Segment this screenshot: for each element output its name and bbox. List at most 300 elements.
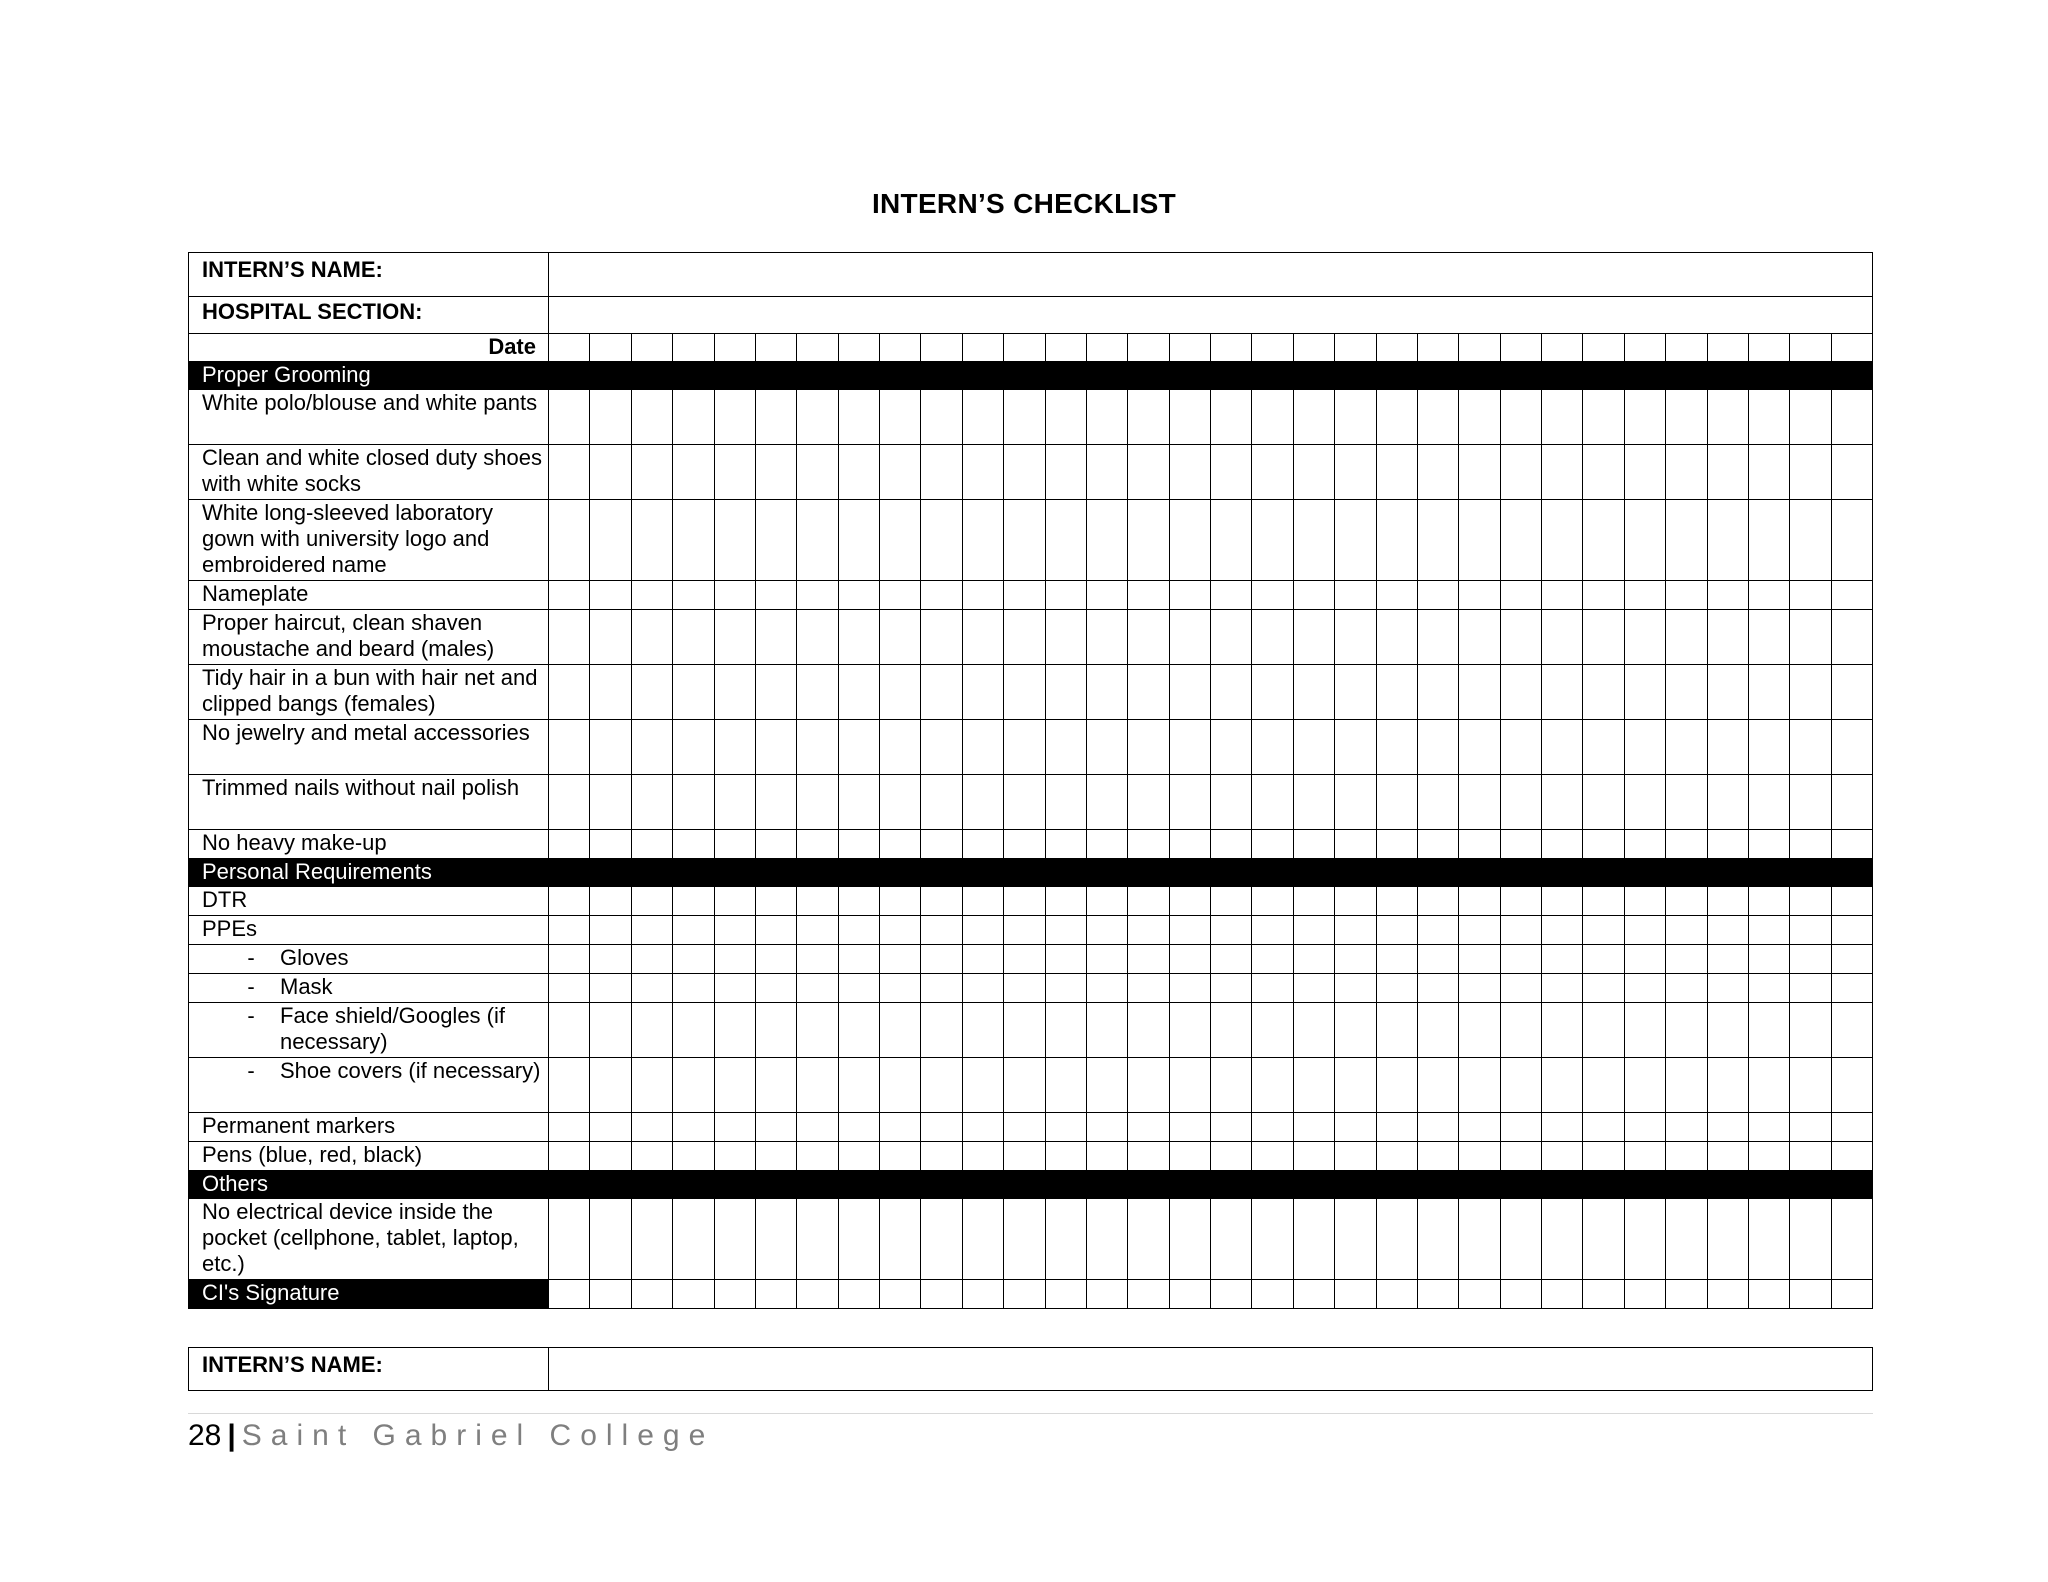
check-cell[interactable]: [1666, 665, 1707, 720]
signature-cell[interactable]: [673, 1280, 714, 1309]
check-cell[interactable]: [1459, 610, 1500, 665]
check-cell[interactable]: [1376, 1003, 1417, 1058]
check-cell[interactable]: [1459, 1199, 1500, 1280]
check-cell[interactable]: [797, 390, 838, 445]
check-cell[interactable]: [1500, 445, 1541, 500]
check-cell[interactable]: [797, 610, 838, 665]
check-cell[interactable]: [880, 1003, 921, 1058]
check-cell[interactable]: [838, 720, 879, 775]
check-cell[interactable]: [1169, 887, 1210, 916]
check-cell[interactable]: [714, 500, 755, 581]
check-cell[interactable]: [1169, 775, 1210, 830]
date-cell[interactable]: [1376, 334, 1417, 362]
check-cell[interactable]: [880, 720, 921, 775]
check-cell[interactable]: [673, 1113, 714, 1142]
check-cell[interactable]: [1293, 610, 1334, 665]
signature-cell[interactable]: [1831, 1280, 1872, 1309]
check-cell[interactable]: [755, 1058, 796, 1113]
check-cell[interactable]: [714, 1058, 755, 1113]
check-cell[interactable]: [631, 610, 672, 665]
check-cell[interactable]: [1169, 974, 1210, 1003]
date-cell[interactable]: [549, 334, 590, 362]
check-cell[interactable]: [880, 1058, 921, 1113]
check-cell[interactable]: [1417, 974, 1458, 1003]
check-cell[interactable]: [673, 581, 714, 610]
signature-cell[interactable]: [1335, 1280, 1376, 1309]
check-cell[interactable]: [797, 500, 838, 581]
check-cell[interactable]: [1169, 945, 1210, 974]
check-cell[interactable]: [1128, 916, 1169, 945]
date-cell[interactable]: [1211, 334, 1252, 362]
check-cell[interactable]: [1376, 445, 1417, 500]
check-cell[interactable]: [1376, 610, 1417, 665]
check-cell[interactable]: [1831, 1113, 1872, 1142]
check-cell[interactable]: [880, 945, 921, 974]
check-cell[interactable]: [1831, 445, 1872, 500]
check-cell[interactable]: [1748, 1058, 1789, 1113]
check-cell[interactable]: [1004, 945, 1045, 974]
check-cell[interactable]: [631, 390, 672, 445]
check-cell[interactable]: [1252, 720, 1293, 775]
check-cell[interactable]: [590, 1058, 631, 1113]
check-cell[interactable]: [1500, 1003, 1541, 1058]
check-cell[interactable]: [1666, 1199, 1707, 1280]
signature-cell[interactable]: [962, 1280, 1003, 1309]
check-cell[interactable]: [1707, 1003, 1748, 1058]
check-cell[interactable]: [1417, 1113, 1458, 1142]
check-cell[interactable]: [673, 445, 714, 500]
check-cell[interactable]: [631, 775, 672, 830]
check-cell[interactable]: [1583, 1058, 1624, 1113]
check-cell[interactable]: [1293, 1003, 1334, 1058]
check-cell[interactable]: [755, 775, 796, 830]
check-cell[interactable]: [962, 1058, 1003, 1113]
check-cell[interactable]: [1624, 500, 1665, 581]
check-cell[interactable]: [1831, 390, 1872, 445]
check-cell[interactable]: [838, 665, 879, 720]
signature-cell[interactable]: [921, 1280, 962, 1309]
signature-cell[interactable]: [1293, 1280, 1334, 1309]
check-cell[interactable]: [1335, 830, 1376, 859]
check-cell[interactable]: [838, 610, 879, 665]
check-cell[interactable]: [1831, 500, 1872, 581]
check-cell[interactable]: [1500, 1142, 1541, 1171]
check-cell[interactable]: [549, 720, 590, 775]
check-cell[interactable]: [921, 665, 962, 720]
check-cell[interactable]: [1583, 830, 1624, 859]
check-cell[interactable]: [1624, 1199, 1665, 1280]
check-cell[interactable]: [755, 1113, 796, 1142]
check-cell[interactable]: [1045, 500, 1086, 581]
check-cell[interactable]: [1790, 974, 1831, 1003]
check-cell[interactable]: [549, 1199, 590, 1280]
check-cell[interactable]: [921, 610, 962, 665]
check-cell[interactable]: [590, 1142, 631, 1171]
check-cell[interactable]: [797, 916, 838, 945]
check-cell[interactable]: [1583, 1003, 1624, 1058]
check-cell[interactable]: [1583, 581, 1624, 610]
check-cell[interactable]: [1624, 610, 1665, 665]
date-cell[interactable]: [797, 334, 838, 362]
check-cell[interactable]: [1748, 1113, 1789, 1142]
check-cell[interactable]: [755, 390, 796, 445]
check-cell[interactable]: [1459, 581, 1500, 610]
check-cell[interactable]: [797, 445, 838, 500]
check-cell[interactable]: [838, 916, 879, 945]
check-cell[interactable]: [1293, 665, 1334, 720]
check-cell[interactable]: [1376, 720, 1417, 775]
check-cell[interactable]: [1376, 1058, 1417, 1113]
check-cell[interactable]: [1293, 581, 1334, 610]
check-cell[interactable]: [1376, 1199, 1417, 1280]
check-cell[interactable]: [1500, 916, 1541, 945]
check-cell[interactable]: [1045, 1113, 1086, 1142]
check-cell[interactable]: [714, 665, 755, 720]
check-cell[interactable]: [797, 1199, 838, 1280]
check-cell[interactable]: [1252, 887, 1293, 916]
date-cell[interactable]: [631, 334, 672, 362]
check-cell[interactable]: [1459, 887, 1500, 916]
check-cell[interactable]: [1004, 1003, 1045, 1058]
check-cell[interactable]: [1500, 390, 1541, 445]
check-cell[interactable]: [1293, 1113, 1334, 1142]
date-cell[interactable]: [1707, 334, 1748, 362]
check-cell[interactable]: [1748, 390, 1789, 445]
check-cell[interactable]: [1790, 581, 1831, 610]
check-cell[interactable]: [755, 610, 796, 665]
signature-cell[interactable]: [1004, 1280, 1045, 1309]
check-cell[interactable]: [1666, 945, 1707, 974]
check-cell[interactable]: [880, 887, 921, 916]
check-cell[interactable]: [1542, 581, 1583, 610]
footer-intern-name-field[interactable]: [549, 1348, 1873, 1391]
check-cell[interactable]: [631, 445, 672, 500]
check-cell[interactable]: [1624, 720, 1665, 775]
check-cell[interactable]: [838, 445, 879, 500]
check-cell[interactable]: [1004, 1113, 1045, 1142]
check-cell[interactable]: [1459, 1058, 1500, 1113]
signature-cell[interactable]: [1417, 1280, 1458, 1309]
check-cell[interactable]: [1831, 1199, 1872, 1280]
check-cell[interactable]: [714, 1113, 755, 1142]
check-cell[interactable]: [631, 500, 672, 581]
check-cell[interactable]: [1583, 916, 1624, 945]
check-cell[interactable]: [838, 974, 879, 1003]
check-cell[interactable]: [880, 830, 921, 859]
check-cell[interactable]: [1500, 1058, 1541, 1113]
check-cell[interactable]: [880, 500, 921, 581]
check-cell[interactable]: [549, 945, 590, 974]
date-cell[interactable]: [1169, 334, 1210, 362]
check-cell[interactable]: [1500, 1199, 1541, 1280]
check-cell[interactable]: [1004, 390, 1045, 445]
check-cell[interactable]: [1831, 974, 1872, 1003]
check-cell[interactable]: [1790, 775, 1831, 830]
check-cell[interactable]: [1707, 720, 1748, 775]
check-cell[interactable]: [714, 610, 755, 665]
check-cell[interactable]: [1417, 916, 1458, 945]
check-cell[interactable]: [1417, 830, 1458, 859]
date-cell[interactable]: [1831, 334, 1872, 362]
check-cell[interactable]: [1459, 1003, 1500, 1058]
check-cell[interactable]: [1500, 610, 1541, 665]
check-cell[interactable]: [1707, 1058, 1748, 1113]
check-cell[interactable]: [1252, 665, 1293, 720]
check-cell[interactable]: [1417, 665, 1458, 720]
check-cell[interactable]: [549, 1142, 590, 1171]
check-cell[interactable]: [1211, 581, 1252, 610]
check-cell[interactable]: [880, 916, 921, 945]
check-cell[interactable]: [1128, 1003, 1169, 1058]
check-cell[interactable]: [1211, 1058, 1252, 1113]
check-cell[interactable]: [1790, 1199, 1831, 1280]
check-cell[interactable]: [755, 581, 796, 610]
check-cell[interactable]: [1169, 665, 1210, 720]
check-cell[interactable]: [1169, 720, 1210, 775]
check-cell[interactable]: [921, 1199, 962, 1280]
check-cell[interactable]: [1004, 500, 1045, 581]
check-cell[interactable]: [797, 887, 838, 916]
check-cell[interactable]: [1790, 390, 1831, 445]
check-cell[interactable]: [1417, 500, 1458, 581]
check-cell[interactable]: [1293, 445, 1334, 500]
check-cell[interactable]: [1707, 1142, 1748, 1171]
check-cell[interactable]: [1583, 974, 1624, 1003]
check-cell[interactable]: [1045, 1003, 1086, 1058]
check-cell[interactable]: [1376, 500, 1417, 581]
check-cell[interactable]: [1086, 830, 1127, 859]
check-cell[interactable]: [1707, 665, 1748, 720]
check-cell[interactable]: [880, 1142, 921, 1171]
check-cell[interactable]: [1459, 945, 1500, 974]
check-cell[interactable]: [1542, 974, 1583, 1003]
check-cell[interactable]: [1045, 945, 1086, 974]
check-cell[interactable]: [1748, 974, 1789, 1003]
check-cell[interactable]: [1335, 610, 1376, 665]
check-cell[interactable]: [1045, 665, 1086, 720]
date-cell[interactable]: [1004, 334, 1045, 362]
check-cell[interactable]: [714, 445, 755, 500]
check-cell[interactable]: [1459, 445, 1500, 500]
check-cell[interactable]: [1459, 830, 1500, 859]
check-cell[interactable]: [962, 1113, 1003, 1142]
check-cell[interactable]: [797, 974, 838, 1003]
check-cell[interactable]: [1211, 610, 1252, 665]
check-cell[interactable]: [1252, 974, 1293, 1003]
signature-cell[interactable]: [549, 1280, 590, 1309]
date-cell[interactable]: [1748, 334, 1789, 362]
check-cell[interactable]: [962, 610, 1003, 665]
signature-cell[interactable]: [1624, 1280, 1665, 1309]
signature-cell[interactable]: [755, 1280, 796, 1309]
date-cell[interactable]: [962, 334, 1003, 362]
check-cell[interactable]: [1252, 1113, 1293, 1142]
check-cell[interactable]: [1500, 887, 1541, 916]
check-cell[interactable]: [962, 887, 1003, 916]
check-cell[interactable]: [1666, 610, 1707, 665]
check-cell[interactable]: [1376, 390, 1417, 445]
check-cell[interactable]: [1831, 945, 1872, 974]
check-cell[interactable]: [1252, 830, 1293, 859]
check-cell[interactable]: [590, 1113, 631, 1142]
check-cell[interactable]: [1459, 390, 1500, 445]
check-cell[interactable]: [921, 390, 962, 445]
check-cell[interactable]: [1790, 665, 1831, 720]
signature-cell[interactable]: [838, 1280, 879, 1309]
check-cell[interactable]: [880, 610, 921, 665]
check-cell[interactable]: [1583, 665, 1624, 720]
check-cell[interactable]: [797, 665, 838, 720]
check-cell[interactable]: [590, 390, 631, 445]
check-cell[interactable]: [714, 1199, 755, 1280]
check-cell[interactable]: [1128, 665, 1169, 720]
check-cell[interactable]: [921, 1142, 962, 1171]
check-cell[interactable]: [1128, 775, 1169, 830]
check-cell[interactable]: [673, 830, 714, 859]
check-cell[interactable]: [549, 1058, 590, 1113]
check-cell[interactable]: [1748, 830, 1789, 859]
date-cell[interactable]: [1459, 334, 1500, 362]
check-cell[interactable]: [1500, 1113, 1541, 1142]
date-cell[interactable]: [1335, 334, 1376, 362]
check-cell[interactable]: [1624, 445, 1665, 500]
check-cell[interactable]: [1624, 1142, 1665, 1171]
check-cell[interactable]: [673, 1142, 714, 1171]
check-cell[interactable]: [1045, 916, 1086, 945]
check-cell[interactable]: [1293, 775, 1334, 830]
check-cell[interactable]: [797, 1003, 838, 1058]
check-cell[interactable]: [755, 974, 796, 1003]
check-cell[interactable]: [1211, 887, 1252, 916]
check-cell[interactable]: [1748, 610, 1789, 665]
check-cell[interactable]: [755, 665, 796, 720]
check-cell[interactable]: [549, 1113, 590, 1142]
check-cell[interactable]: [921, 500, 962, 581]
check-cell[interactable]: [1624, 945, 1665, 974]
check-cell[interactable]: [1086, 500, 1127, 581]
check-cell[interactable]: [1376, 916, 1417, 945]
check-cell[interactable]: [1790, 1058, 1831, 1113]
check-cell[interactable]: [590, 665, 631, 720]
check-cell[interactable]: [755, 720, 796, 775]
check-cell[interactable]: [1086, 1142, 1127, 1171]
check-cell[interactable]: [1583, 610, 1624, 665]
check-cell[interactable]: [1831, 1003, 1872, 1058]
check-cell[interactable]: [1666, 1003, 1707, 1058]
check-cell[interactable]: [714, 581, 755, 610]
check-cell[interactable]: [1376, 665, 1417, 720]
check-cell[interactable]: [1417, 1142, 1458, 1171]
check-cell[interactable]: [755, 500, 796, 581]
check-cell[interactable]: [1211, 945, 1252, 974]
check-cell[interactable]: [1086, 581, 1127, 610]
check-cell[interactable]: [797, 720, 838, 775]
check-cell[interactable]: [1128, 974, 1169, 1003]
check-cell[interactable]: [1128, 1058, 1169, 1113]
check-cell[interactable]: [1335, 1142, 1376, 1171]
check-cell[interactable]: [1086, 665, 1127, 720]
check-cell[interactable]: [673, 720, 714, 775]
check-cell[interactable]: [1086, 610, 1127, 665]
check-cell[interactable]: [1417, 775, 1458, 830]
date-cell[interactable]: [1293, 334, 1334, 362]
date-cell[interactable]: [590, 334, 631, 362]
check-cell[interactable]: [673, 916, 714, 945]
check-cell[interactable]: [838, 1003, 879, 1058]
check-cell[interactable]: [549, 916, 590, 945]
check-cell[interactable]: [1252, 1142, 1293, 1171]
check-cell[interactable]: [1128, 720, 1169, 775]
check-cell[interactable]: [1252, 390, 1293, 445]
check-cell[interactable]: [590, 610, 631, 665]
check-cell[interactable]: [797, 581, 838, 610]
check-cell[interactable]: [1128, 1113, 1169, 1142]
check-cell[interactable]: [1666, 1058, 1707, 1113]
check-cell[interactable]: [1542, 887, 1583, 916]
check-cell[interactable]: [1459, 1113, 1500, 1142]
check-cell[interactable]: [1459, 720, 1500, 775]
check-cell[interactable]: [1376, 945, 1417, 974]
date-cell[interactable]: [1128, 334, 1169, 362]
check-cell[interactable]: [1500, 830, 1541, 859]
check-cell[interactable]: [1666, 775, 1707, 830]
check-cell[interactable]: [549, 887, 590, 916]
check-cell[interactable]: [1086, 887, 1127, 916]
check-cell[interactable]: [1624, 830, 1665, 859]
check-cell[interactable]: [1583, 1113, 1624, 1142]
check-cell[interactable]: [714, 974, 755, 1003]
check-cell[interactable]: [1748, 1142, 1789, 1171]
signature-cell[interactable]: [590, 1280, 631, 1309]
check-cell[interactable]: [1790, 720, 1831, 775]
date-cell[interactable]: [921, 334, 962, 362]
check-cell[interactable]: [1666, 445, 1707, 500]
check-cell[interactable]: [590, 581, 631, 610]
check-cell[interactable]: [1500, 665, 1541, 720]
check-cell[interactable]: [1748, 1003, 1789, 1058]
check-cell[interactable]: [1542, 610, 1583, 665]
check-cell[interactable]: [1542, 390, 1583, 445]
check-cell[interactable]: [880, 775, 921, 830]
check-cell[interactable]: [1335, 665, 1376, 720]
check-cell[interactable]: [921, 945, 962, 974]
check-cell[interactable]: [1335, 887, 1376, 916]
check-cell[interactable]: [1335, 720, 1376, 775]
date-cell[interactable]: [838, 334, 879, 362]
check-cell[interactable]: [1417, 581, 1458, 610]
check-cell[interactable]: [1128, 887, 1169, 916]
signature-cell[interactable]: [1169, 1280, 1210, 1309]
check-cell[interactable]: [590, 1003, 631, 1058]
check-cell[interactable]: [1376, 887, 1417, 916]
signature-cell[interactable]: [1790, 1280, 1831, 1309]
check-cell[interactable]: [673, 665, 714, 720]
date-cell[interactable]: [1417, 334, 1458, 362]
check-cell[interactable]: [1293, 945, 1334, 974]
check-cell[interactable]: [1169, 1113, 1210, 1142]
check-cell[interactable]: [1707, 445, 1748, 500]
check-cell[interactable]: [1542, 830, 1583, 859]
check-cell[interactable]: [1748, 916, 1789, 945]
check-cell[interactable]: [1128, 945, 1169, 974]
check-cell[interactable]: [1252, 1058, 1293, 1113]
check-cell[interactable]: [1542, 445, 1583, 500]
check-cell[interactable]: [1624, 1113, 1665, 1142]
check-cell[interactable]: [1790, 445, 1831, 500]
check-cell[interactable]: [1583, 500, 1624, 581]
check-cell[interactable]: [1376, 775, 1417, 830]
check-cell[interactable]: [590, 945, 631, 974]
